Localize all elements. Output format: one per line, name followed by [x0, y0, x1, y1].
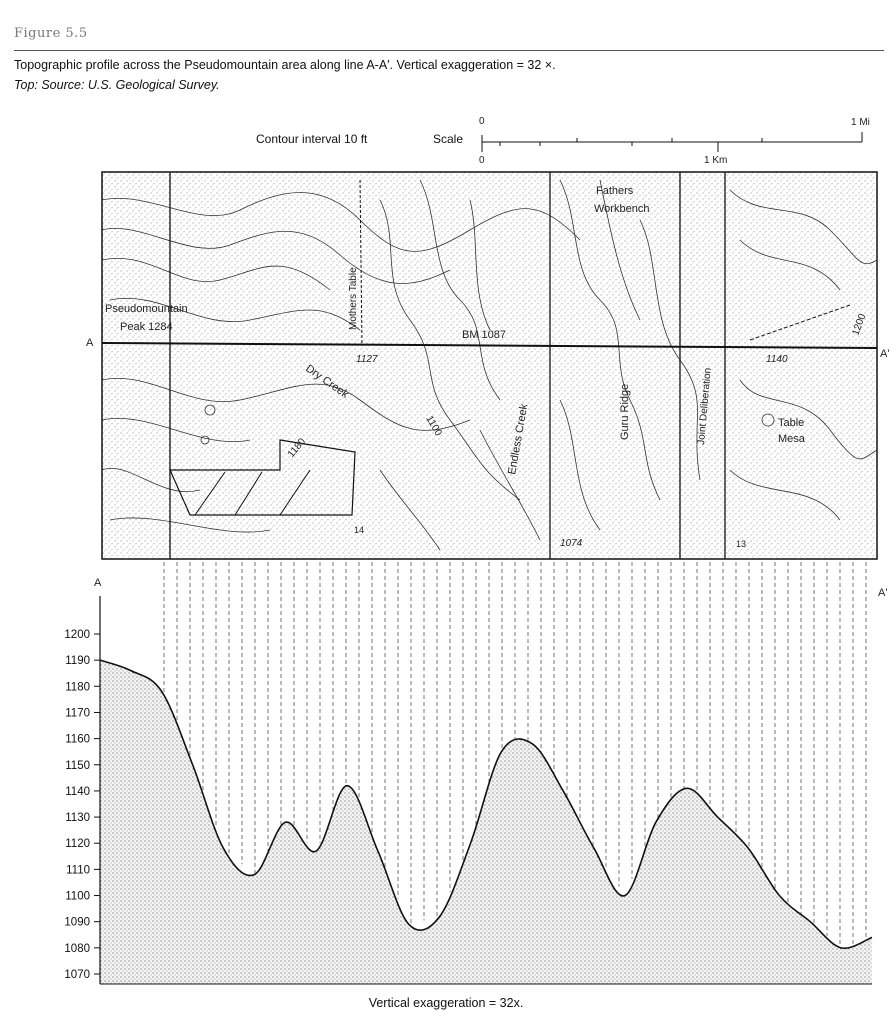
y-tick-label: 1170 — [65, 707, 90, 720]
y-tick-label: 1180 — [65, 681, 90, 694]
bm-label: BM 1087 — [462, 329, 507, 341]
profile-chart — [64, 596, 872, 984]
figure-source: Top: Source: U.S. Geological Survey. — [14, 78, 220, 92]
scale-label: Scale — [433, 132, 464, 146]
workbench-label: Workbench — [594, 203, 650, 215]
table-label: Table — [778, 417, 805, 429]
map-line-start: A — [86, 337, 94, 349]
peak-label: Peak 1284 — [120, 321, 173, 333]
y-tick-label: 1100 — [65, 890, 90, 903]
y-tick-label: 1120 — [65, 838, 90, 851]
map-line-end: A' — [880, 348, 890, 360]
y-tick-label: 1200 — [64, 629, 90, 641]
y-tick-label: 1130 — [65, 812, 90, 825]
figure-caption: Topographic profile across the Pseudomountain area along line A-A′. Vertical exaggeration = 32 ×. — [14, 58, 556, 72]
y-tick-label: 1160 — [65, 733, 90, 746]
dry-creek-label: Dry Creek — [303, 362, 351, 401]
y-tick-label: 1150 — [65, 759, 90, 772]
guru-ridge-label: Guru Ridge — [619, 383, 631, 440]
y-tick-label: 1080 — [64, 942, 90, 955]
profile-label-start: A — [94, 577, 102, 589]
pseudomountain-label: Pseudomountain — [105, 303, 188, 315]
y-tick-label: 1110 — [66, 864, 90, 877]
contour-interval-label: Contour interval 10 ft — [256, 132, 368, 146]
scale-mi-start: 0 — [479, 116, 485, 127]
elev-1140-label: 1140 — [766, 354, 788, 365]
endless-creek-label: Endless Creek — [506, 402, 531, 476]
mothers-table-label: Mothers Table — [348, 267, 359, 330]
profile-label-end: A' — [878, 587, 888, 599]
y-tick-label: 1090 — [64, 916, 90, 929]
topographic-map — [102, 172, 877, 559]
fathers-label: Fathers — [596, 185, 634, 197]
bottom-caption: Vertical exaggeration = 32x. — [368, 996, 524, 1010]
section-14-label: 14 — [354, 525, 365, 535]
section-13-label: 13 — [736, 539, 747, 549]
scale-km-start: 0 — [479, 155, 485, 166]
joint-deliberation-label: Joint Deliberation — [696, 367, 714, 446]
elev-1074-label: 1074 — [560, 538, 583, 549]
scale-km-end: 1 Km — [704, 155, 728, 166]
figure-label: Figure 5.5 — [14, 26, 88, 41]
scale-mi-end: 1 Mi — [851, 117, 870, 128]
elev-1200-label: 1200 — [850, 312, 869, 338]
y-tick-label: 1070 — [64, 969, 90, 981]
y-tick-label: 1190 — [65, 655, 90, 668]
mesa-label: Mesa — [778, 433, 805, 445]
elev-1180-label: 1180 — [285, 436, 309, 460]
scale-bar — [482, 132, 862, 152]
y-tick-label: 1140 — [65, 785, 90, 798]
elev-1127-label: 1127 — [356, 354, 378, 365]
elev-1100-label: 1100 — [423, 414, 444, 439]
